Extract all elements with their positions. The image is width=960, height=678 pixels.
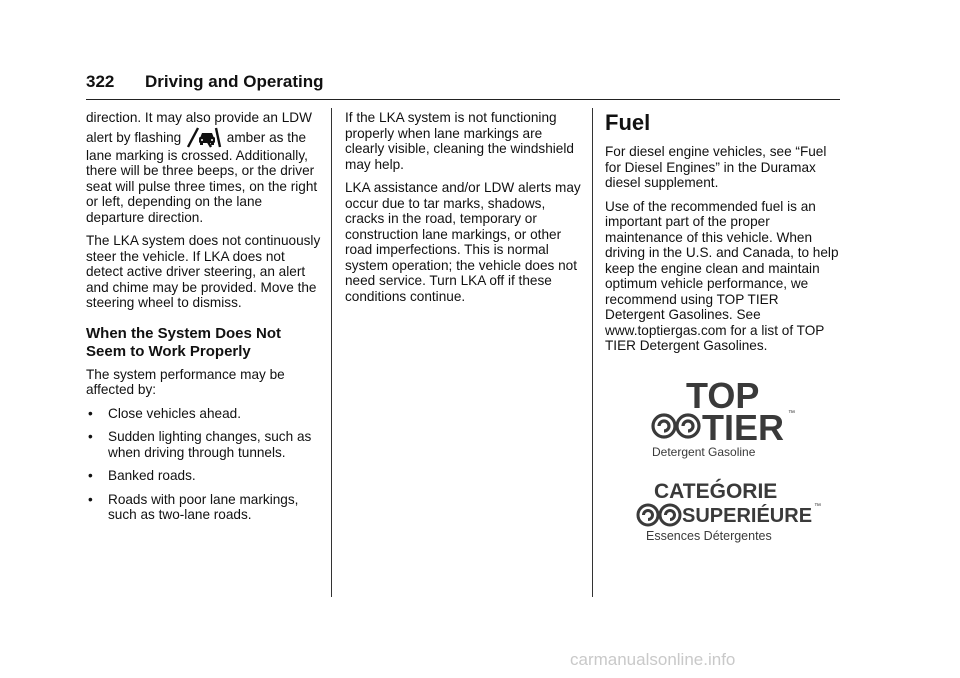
categorie-superieure-logo (630, 476, 830, 546)
top-tier-logo (630, 378, 830, 460)
categorie-line2: SUPERIÉURE (682, 505, 813, 527)
swirl-icon (653, 415, 699, 437)
bullet-mark: • (88, 468, 93, 483)
top-tier-tagline: Detergent Gasoline (652, 445, 756, 459)
categorie-line1: CATEǴORIE (654, 480, 778, 503)
bullet-mark: • (88, 405, 93, 421)
paragraph-ldw-alert (86, 110, 322, 225)
bullet-mark: • (88, 429, 93, 444)
ldw-text-after-icon: amber as the lane marking is crossed. Additionally, there will be three beeps, or the driver seat will pulse three times, on the right or left, depending on the lane departure direction. (86, 129, 318, 225)
list-item (86, 468, 322, 484)
column-2 (345, 110, 581, 312)
swirl-icon (638, 505, 680, 525)
column-3 (605, 110, 841, 362)
categorie-tm: ™ (814, 503, 821, 510)
list-item-text: Close vehicles ahead. (108, 405, 241, 421)
column-divider-1 (331, 108, 332, 597)
list-item-text: Sudden lighting changes, such as when driving through tunnels. (108, 429, 312, 460)
paragraph-alert-causes: LKA assistance and/or LDW alerts may occur due to tar marks, shadows, cracks in the road, temporary or construction lane markings, or other road imperfections. This is normal system operation; the vehicle does not need service. Turn LKA off if these conditions continue. (345, 180, 581, 304)
page-number: 322 (86, 72, 115, 91)
top-tier-tm: ™ (788, 410, 795, 417)
bullet-mark: • (88, 491, 93, 507)
ldw-text-before-icon: direction. It may also provide an LDW alert by flashing (86, 110, 312, 145)
paragraph-cleaning-windshield: If the LKA system is not functioning properly when lane markings are clearly visible, cleaning the windshield may help. (345, 110, 574, 172)
section-title: Driving and Operating (145, 72, 324, 91)
heading-fuel: Fuel (605, 110, 651, 135)
bullet-list (86, 406, 322, 523)
top-tier-line2: TIER (702, 407, 785, 448)
column-1 (86, 110, 322, 531)
list-item (86, 429, 322, 460)
categorie-tagline: Essences Détergentes (646, 529, 772, 543)
paragraph-recommended-fuel: Use of the recommended fuel is an important part of the proper maintenance of this vehicle. When driving in the U.S. and Canada, to help keep the engine clean and maintain optimum vehicle performance, we recommend using TOP TIER Detergent Gasolines. See www.toptiergas.com for a list of TOP TIER Detergent Gasolines. (605, 198, 839, 353)
subheading-system-not-work: When the System Does Not Seem to Work Properly (86, 324, 282, 360)
paragraph-diesel: For diesel engine vehicles, see “Fuel for Diesel Engines” in the Duramax diesel supplement. (605, 144, 827, 190)
page-header (86, 72, 840, 100)
lane-departure-icon (186, 126, 222, 148)
paragraph-lka-steer: The LKA system does not continuously steer the vehicle. If LKA does not detect active driver steering, an alert and chime may be provided. Move the steering wheel to dismiss. (86, 233, 321, 310)
list-item (86, 492, 322, 523)
column-divider-2 (592, 108, 593, 597)
paragraph-affected-by: The system performance may be affected by: (86, 366, 285, 397)
list-item (86, 406, 322, 422)
list-item-text: Roads with poor lane markings, such as two-lane roads. (108, 491, 299, 522)
top-tier-line1: TOP (686, 378, 760, 416)
list-item-text: Banked roads. (108, 468, 196, 483)
watermark: carmanualsonline.info (570, 650, 736, 669)
